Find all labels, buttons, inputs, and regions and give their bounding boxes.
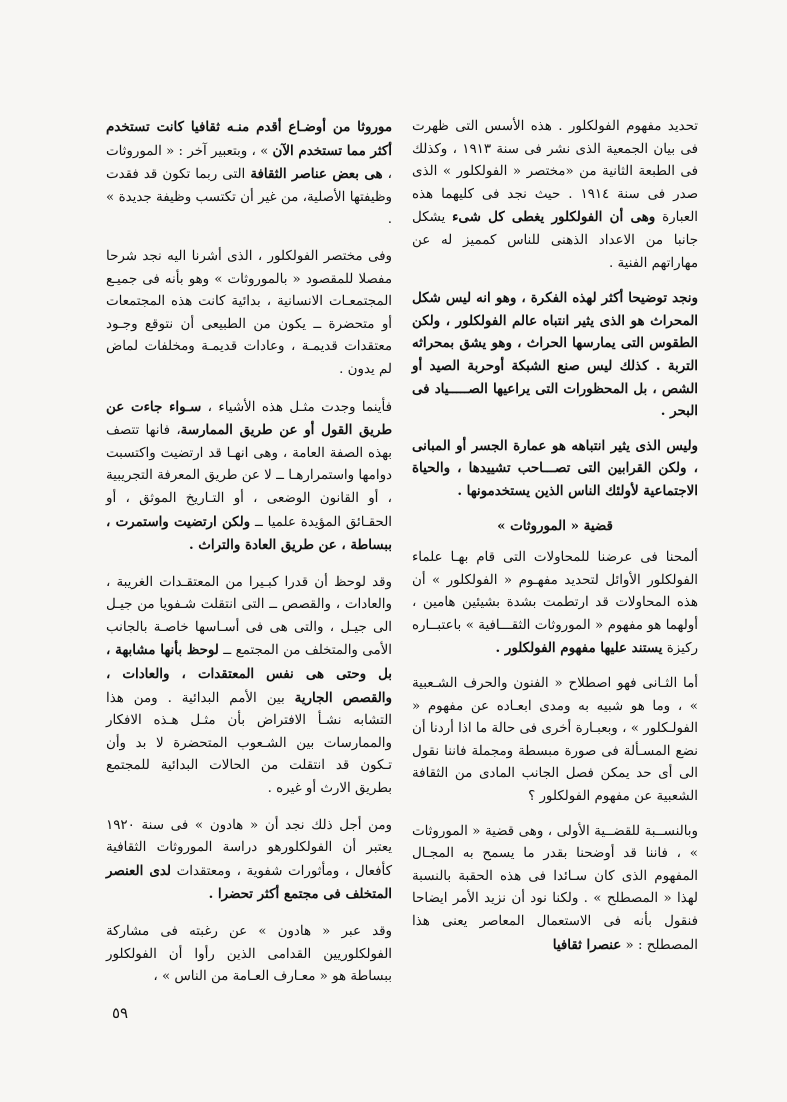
paragraph [106,116,392,232]
text-run: وبالنســبة للقضــية الأولى ، وهى قضية « الموروثات » ، فاننا قد أوضحنا بقدر ما يسمح به المجـال المفهوم الذى كان سـائدا فى هذه الحقبة بالنسبة لهذا « المصطلح » . ولكنا نود أن نزيد الأمر ايضاحا فنقول بأنه فى الاستعمال المعاصر يعنى هذا المصطلح : « [412,823,698,953]
bold-text-run: هى بعض عناصر الثقافة [250,166,383,183]
section-heading: قضية « الموروثات » [497,517,613,534]
text-run: بين الأمم البدائية . ومن هذا التشابه نشـأ الافتراض بأن مثـل هـذه الافكار والممارسات بين الشـعوب المتحضرة لا بد وأن تـكون قد انتقلت من الحالات البدائية للمجتمع بطريق الارث أو غيره . [106,690,392,797]
paragraph [412,821,698,958]
text-run: وقد لوحظ أن قدرا كبـيرا من المعتقـدات الغريبة ، والعادات ، والقصص ــ التى انتقلت شـفويا من جيـل الى جيـل ، والتى هى فى أسـاسها خاصـة بالجانب الأمى والمتخلف من المجتمع ــ [106,574,392,659]
bold-text-run: لدى العنصر المتخلف فى مجتمع أكثر تحضرا . [106,862,392,903]
text-run: فأينما وجدت مثـل هذه الأشياء ، [201,399,392,415]
paragraph [412,116,698,275]
right-column [412,116,698,969]
paragraph [412,547,698,661]
paragraph [106,815,392,907]
bold-text-run: ولكن ارتضيت واستمرت ، ببساطة ، عن طريق العادة والتراث . [106,513,392,554]
paragraph [106,396,392,558]
bold-text-run: يستند عليها مفهوم الفولكلور . [495,640,663,657]
bold-text-run: عنصرا ثقافيا [552,936,622,953]
left-column [106,116,392,1001]
text-run: » ، وبتعبير آخر : « الموروثات ، [106,143,392,183]
bold-paragraph: وليس الذى يثير انتباهه هو عمارة الجسر أو المبانى ، ولكن القرابين التى تصـــاحب تشييدها ، والحياة الاجتماعية لأولئك الناس الذين يستخدمونها . [412,437,698,499]
bold-paragraph: ونجد توضيحا أكثر لهذه الفكرة ، وهو انه ليس شكل المحراث هو الذى يثير انتباه عالم الفولكلور ، ولكن الطقوس التى يمارسها الحراث ، وهو يشق بمحراثه التربة . كذلك ليس صنع الشبكة أوحربة الصيد أو الشص ، بل المحظورات التى يراعيها الصـــــياد فى البحر . [412,290,698,420]
page-number: ٥٩ [112,1004,129,1022]
paragraph [106,572,392,801]
paragraph: وفى مختصر الفولكلور ، الذى أشرنا اليه نجد شرحا مفصلا للمقصود « بالموروثات » وهو بأنه فى جميـع المجتمعـات الانسانية ، بدائية كانت هذه المجتمعات أو متحضرة ــ يكون من الطبيعى أن نتوقع وجـود معتقدات قديمـة ، وعادات قديمـة ومخلفات لماض لم يدون . [106,248,392,377]
text-run: ألمحنا فى عرضنا للمحاولات التى قام بهـا علماء الفولكلور الأوائل لتحديد مفهـوم « الفولكلور » أن هذه المحاولات قد ارتطمت بشدة بشيئين هامين ، أولهما هو مفهوم « الموروثات الثقـــافية » باعتبــاره ركيزة [412,550,698,657]
paragraph: أما الثـانى فهو اصطلاح « الفنون والحرف الشـعبية » ، وما هو شبيه به ومدى ابعـاده عن مفهوم « الفولـكلور » ، وبعبـارة أخرى فى حالة ما اذا أردنا أن نضع المسـألة فى صورة مبسطة ومجملة فاننا نقول الى أى حد يمكن فصل الجانب المادى من الثقافة الشعبية عن مفهوم الفولكلور ؟ [412,676,698,805]
bold-text-run: وهى أن الفولكلور يغطى كل شىء [452,209,656,226]
text-run: يشكل جانبا من الاعداد الذهنى للناس كمميز له عن مهاراتهم الفنية . [412,210,698,271]
paragraph: وقد عبر « هادون » عن رغبته فى مشاركة الفولكلوريين القدامى الذين رأوا أن الفولكلور ببساطة هو « معـارف العـامة من الناس » ، [106,924,392,985]
bold-text-run: موروثا من أوضـاع أقدم منـه ثقافيا كانت تستخدم أكثر مما تستخدم الآن [106,119,392,159]
bold-text-run: سـواء جاءت عن طريق القول أو عن طريق الممارسة [106,398,392,439]
text-run: ومن أجل ذلك نجد أن « هادون » فى سنة ١٩٢٠ يعتبر أن الفولكلورهو دراسة الموروثات الثقافية كأفعال ، ومأثورات شفوية ، ومعتقدات [106,817,392,879]
text-run: ، فانها تتصف بهذه الصفة العامة ، وهى انهـا قد ارتضيت واكتسبت دوامها واستمرارهـا ــ لا عن طريق المعرفة التجريبية ، أو القانون الوضعى ، أو التـاريخ الموثق ، أو الحقـائق المؤيدة علميا ــ [106,423,392,530]
text-run: تحديد مفهوم الفولكلور . هذه الأسس التى ظهرت فى بيان الجمعية الذى نشر فى سنة ١٩١٣ ، وكذلك فى الطبعة الثانية من «مختصر « الفولكلور » الذى صدر فى سنة ١٩١٤ . حيث نجد فى كليهما هذه العبارة [412,119,699,226]
text-run: التى ربما تكون قد فقدت وظيفتها الأصلية، من غير أن تكتسب وظيفة جديدة » . [106,167,392,228]
bold-text-run: لوحظ بأنها مشابهة ، بل وحتى هى نفس المعتقدات ، والعادات ، والقصص الجارية [106,642,392,706]
